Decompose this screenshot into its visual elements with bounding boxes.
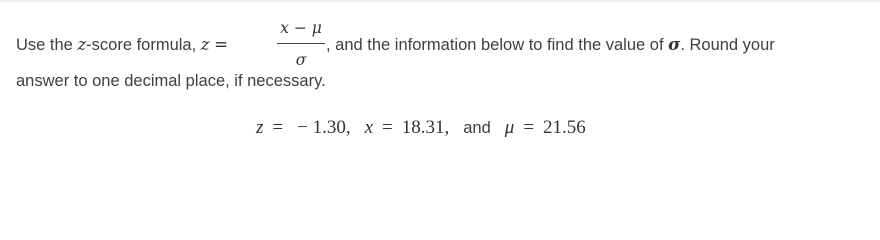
given-x-equals: =	[382, 117, 393, 138]
sigma-symbol: σ	[668, 35, 681, 54]
given-z-value: − 1.30,	[297, 117, 351, 138]
question-line-1	[16, 19, 866, 69]
fraction-bar	[277, 43, 325, 44]
z-variable: z	[200, 35, 210, 54]
given-mu-equals: =	[523, 117, 535, 138]
equals-sign: =	[214, 35, 228, 54]
z-letter: z	[77, 35, 87, 54]
question-lead	[16, 28, 228, 62]
given-x-value: 18.31,	[401, 117, 450, 138]
and-word: and	[463, 119, 491, 137]
end-text: . Round your	[680, 36, 775, 54]
lead-text: Use the	[16, 36, 78, 54]
given-z-equals: =	[272, 117, 284, 138]
given-mu-label: μ	[504, 117, 515, 138]
fraction-numerator: x − μ	[280, 19, 322, 37]
given-z-label: z	[256, 117, 264, 138]
top-divider	[0, 0, 880, 2]
question-trail	[326, 28, 775, 62]
given-x-label: x	[364, 117, 374, 138]
given-values	[256, 114, 586, 142]
given-mu-value: 21.56	[543, 117, 586, 138]
zscore-fraction	[275, 19, 327, 69]
score-word: -score formula,	[86, 36, 201, 54]
fraction-denominator: σ	[295, 51, 307, 69]
question-text	[16, 19, 866, 96]
question-line-2: answer to one decimal place, if necessary.	[16, 72, 326, 90]
trail-text: , and the information below to find the value of	[326, 36, 669, 54]
